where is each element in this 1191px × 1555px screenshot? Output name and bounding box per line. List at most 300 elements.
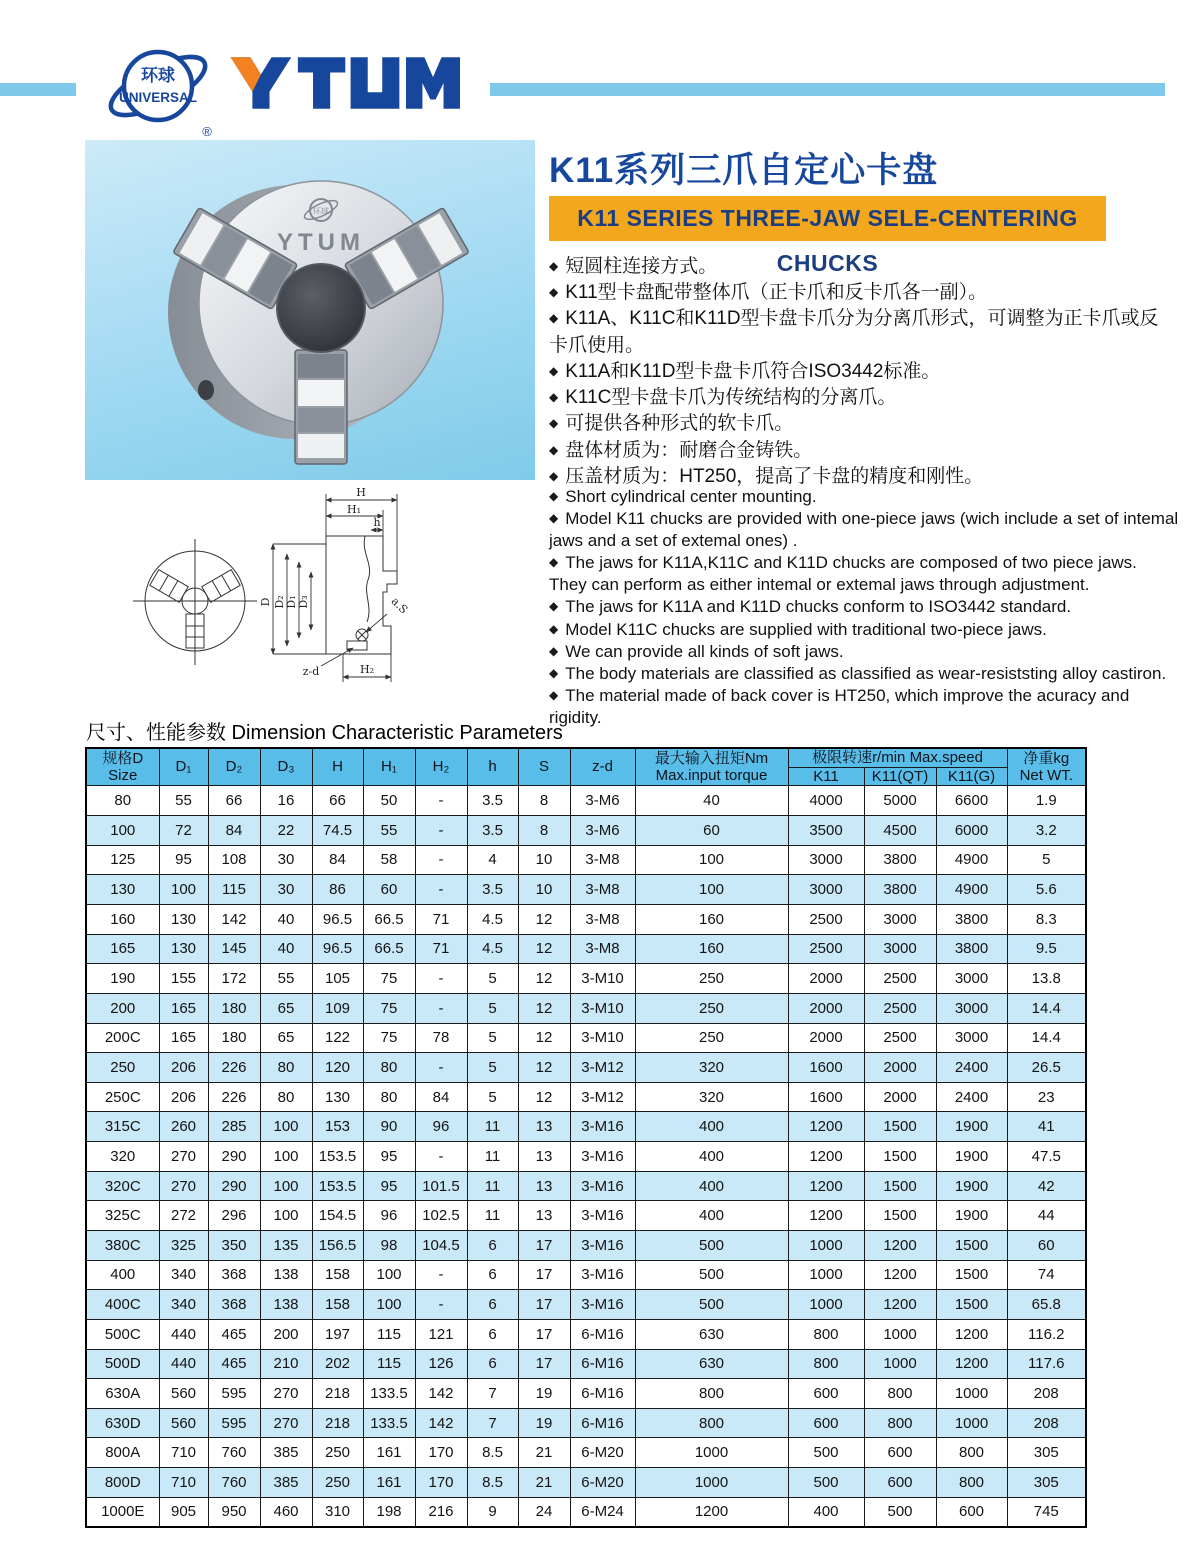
dim-label-D: D [259, 597, 272, 607]
table-cell: 23 [1007, 1082, 1086, 1112]
header-rule-right [490, 83, 1165, 96]
table-cell: 3-M16 [570, 1290, 635, 1320]
table-cell: 1000 [864, 1349, 936, 1379]
table-row [86, 1082, 1086, 1112]
table-row [86, 964, 1086, 994]
table-cell: 1900 [936, 1171, 1007, 1201]
table-cell: 12 [518, 993, 570, 1023]
table-cell: 400C [86, 1290, 159, 1320]
section-view [326, 536, 397, 654]
product-photo [85, 140, 535, 480]
table-cell: 96 [363, 1201, 415, 1231]
table-cell: 208 [1007, 1408, 1086, 1438]
table-cell: 270 [260, 1379, 312, 1409]
table-cell: 100 [159, 875, 208, 905]
table-cell: 1200 [936, 1349, 1007, 1379]
table-cell: 5 [1007, 845, 1086, 875]
table-cell: 116.2 [1007, 1319, 1086, 1349]
table-cell: 1200 [864, 1290, 936, 1320]
table-cell: 440 [159, 1349, 208, 1379]
table-row [86, 845, 1086, 875]
table-cell: 3800 [936, 934, 1007, 964]
table-cell: 6-M16 [570, 1379, 635, 1409]
table-cell: 3-M16 [570, 1112, 635, 1142]
diamond-bullet-icon: ◆ [549, 390, 559, 405]
table-cell: 158 [312, 1260, 363, 1290]
table-cell: 160 [635, 934, 788, 964]
table-cell: 4900 [936, 845, 1007, 875]
table-cell: 250 [86, 1053, 159, 1083]
table-cell: 285 [208, 1112, 260, 1142]
feature-item-en [549, 486, 1179, 508]
table-cell: 100 [260, 1171, 312, 1201]
table-cell: 12 [518, 1053, 570, 1083]
feature-item-cn [549, 438, 1171, 464]
table-cell: 3.5 [467, 875, 518, 905]
table-cell: 3.5 [467, 786, 518, 816]
table-cell: 153.5 [312, 1171, 363, 1201]
table-cell: 2500 [788, 934, 864, 964]
table-cell: 500 [788, 1468, 864, 1498]
table-row [86, 1319, 1086, 1349]
table-cell: - [415, 1142, 467, 1172]
table-cell: 1000 [788, 1290, 864, 1320]
table-cell: 3000 [936, 1023, 1007, 1053]
table-cell: 8.5 [467, 1468, 518, 1498]
table-cell: 84 [415, 1082, 467, 1112]
table-cell: 24 [518, 1497, 570, 1527]
registered-mark: ® [202, 124, 212, 139]
table-cell: 66 [208, 786, 260, 816]
diamond-bullet-icon: ◆ [549, 489, 559, 503]
table-cell: 80 [260, 1082, 312, 1112]
table-cell: 30 [260, 875, 312, 905]
diamond-bullet-icon: ◆ [549, 555, 559, 570]
table-cell: 305 [1007, 1438, 1086, 1468]
table-cell: 5 [467, 1082, 518, 1112]
table-cell: 26.5 [1007, 1053, 1086, 1083]
col-header-speed-1: K11(QT) [864, 767, 936, 786]
table-cell: 109 [312, 993, 363, 1023]
table-cell: 66 [312, 786, 363, 816]
table-cell: 40 [260, 934, 312, 964]
feature-text: The jaws for K11A and K11D chucks conform to ISO3442 standard. [565, 597, 1072, 617]
feature-text: We can provide all kinds of soft jaws. [565, 641, 844, 661]
table-cell: 5 [467, 964, 518, 994]
feature-item-en [549, 619, 1179, 641]
chuck-photo-art [85, 140, 535, 480]
table-cell: 133.5 [363, 1379, 415, 1409]
table-cell: 17 [518, 1319, 570, 1349]
table-cell: 3-M16 [570, 1142, 635, 1172]
table-cell: 125 [86, 845, 159, 875]
table-cell: 75 [363, 1023, 415, 1053]
table-cell: 1500 [864, 1201, 936, 1231]
table-cell: 2000 [788, 964, 864, 994]
table-cell: 100 [260, 1112, 312, 1142]
table-cell: 165 [159, 1023, 208, 1053]
table-cell: 2000 [788, 993, 864, 1023]
feature-text: Model K11 chucks are provided with one-piece jaws (wich include a set of intemal jaws and a set of extemal ones) . [549, 509, 1179, 551]
table-cell: 3-M16 [570, 1230, 635, 1260]
table-cell: 3800 [864, 875, 936, 905]
table-cell: 745 [1007, 1497, 1086, 1527]
table-cell: 170 [415, 1438, 467, 1468]
ytum-logotype [228, 52, 460, 114]
table-cell: 154.5 [312, 1201, 363, 1231]
table-cell: 78 [415, 1023, 467, 1053]
table-cell: 55 [363, 816, 415, 846]
table-cell: 44 [1007, 1201, 1086, 1231]
feature-text: K11A和K11D型卡盘卡爪符合ISO3442标准。 [565, 360, 941, 382]
table-cell: 60 [1007, 1230, 1086, 1260]
table-cell: 400 [635, 1171, 788, 1201]
table-cell: 500D [86, 1349, 159, 1379]
table-cell: 5 [467, 1023, 518, 1053]
table-cell: 350 [208, 1230, 260, 1260]
feature-item-en [549, 663, 1179, 685]
feature-text: K11C型卡盘卡爪为传统结构的分离爪。 [565, 387, 897, 409]
table-cell: 3800 [864, 845, 936, 875]
table-row [86, 1053, 1086, 1083]
table-cell: 1200 [788, 1201, 864, 1231]
table-cell: 17 [518, 1260, 570, 1290]
table-cell: 200 [260, 1319, 312, 1349]
table-cell: 208 [1007, 1379, 1086, 1409]
table-cell: 11 [467, 1142, 518, 1172]
table-cell: 121 [415, 1319, 467, 1349]
table-cell: 3800 [936, 904, 1007, 934]
table-cell: 14.4 [1007, 1023, 1086, 1053]
table-row [86, 1290, 1086, 1320]
ytum-letter-m [406, 57, 460, 108]
feature-item-cn [549, 254, 1171, 280]
table-cell: 55 [159, 786, 208, 816]
table-cell: 250C [86, 1082, 159, 1112]
table-cell: 400 [635, 1201, 788, 1231]
table-cell: 3-M8 [570, 845, 635, 875]
table-cell: 1200 [788, 1171, 864, 1201]
table-cell: 8 [518, 816, 570, 846]
table-cell: 310 [312, 1497, 363, 1527]
table-cell: 226 [208, 1082, 260, 1112]
table-cell: 800 [788, 1319, 864, 1349]
table-cell: 905 [159, 1497, 208, 1527]
table-cell: 460 [260, 1497, 312, 1527]
table-cell: 198 [363, 1497, 415, 1527]
table-cell: 950 [208, 1497, 260, 1527]
table-cell: 115 [208, 875, 260, 905]
table-cell: 80 [363, 1082, 415, 1112]
table-cell: 2000 [864, 1082, 936, 1112]
table-cell: 153 [312, 1112, 363, 1142]
table-cell: 3000 [936, 964, 1007, 994]
table-cell: 197 [312, 1319, 363, 1349]
table-cell: 2400 [936, 1082, 1007, 1112]
table-cell: - [415, 964, 467, 994]
table-cell: 10 [518, 845, 570, 875]
table-cell: 66.5 [363, 904, 415, 934]
table-cell: 385 [260, 1438, 312, 1468]
table-row [86, 875, 1086, 905]
table-cell: 3-M6 [570, 786, 635, 816]
table-cell: 500 [635, 1290, 788, 1320]
table-cell: - [415, 1260, 467, 1290]
table-row [86, 934, 1086, 964]
table-row [86, 1023, 1086, 1053]
table-row [86, 1438, 1086, 1468]
table-cell: 1200 [788, 1112, 864, 1142]
table-cell: - [415, 786, 467, 816]
table-cell: 3000 [864, 904, 936, 934]
table-cell: 65 [260, 1023, 312, 1053]
table-cell: 75 [363, 964, 415, 994]
table-cell: 325C [86, 1201, 159, 1231]
table-cell: 595 [208, 1379, 260, 1409]
table-cell: 142 [415, 1408, 467, 1438]
table-cell: 1500 [864, 1142, 936, 1172]
table-cell: 96.5 [312, 904, 363, 934]
table-cell: 7 [467, 1408, 518, 1438]
table-cell: 19 [518, 1379, 570, 1409]
table-cell: 180 [208, 993, 260, 1023]
table-row [86, 1497, 1086, 1527]
table-cell: 630 [635, 1349, 788, 1379]
table-cell: 3-M10 [570, 1023, 635, 1053]
table-cell: 10 [518, 875, 570, 905]
table-cell: 100 [363, 1260, 415, 1290]
chuck-bolt-hole [198, 380, 214, 400]
table-cell: 216 [415, 1497, 467, 1527]
table-cell: 161 [363, 1438, 415, 1468]
feature-item-en [549, 685, 1179, 729]
dim-label-aS: a.S [388, 594, 411, 617]
table-cell: 9 [467, 1497, 518, 1527]
table-cell: 60 [363, 875, 415, 905]
diamond-bullet-icon: ◆ [549, 621, 559, 636]
table-cell: 1500 [864, 1171, 936, 1201]
dimension-parameters-table [85, 747, 1087, 1528]
table-cell: 400 [635, 1112, 788, 1142]
table-cell: 95 [363, 1171, 415, 1201]
table-cell: 500 [788, 1438, 864, 1468]
table-cell: 84 [208, 816, 260, 846]
feature-text: Short cylindrical center mounting. [565, 487, 817, 506]
table-row [86, 993, 1086, 1023]
table-cell: 800 [936, 1438, 1007, 1468]
col-header-size: 规格D Size [86, 748, 159, 786]
diamond-bullet-icon: ◆ [549, 363, 559, 378]
table-cell: 270 [159, 1142, 208, 1172]
table-cell: 75 [363, 993, 415, 1023]
diamond-bullet-icon: ◆ [549, 259, 559, 273]
col-header-dim-7: S [518, 748, 570, 786]
table-row [86, 1112, 1086, 1142]
ytum-letter-u [351, 57, 400, 108]
table-cell: 100 [635, 845, 788, 875]
table-cell: 272 [159, 1201, 208, 1231]
table-cell: 6 [467, 1290, 518, 1320]
table-cell: 14.4 [1007, 993, 1086, 1023]
table-row [86, 816, 1086, 846]
table-cell: 465 [208, 1349, 260, 1379]
dim-label-D2: D₂ [273, 595, 286, 609]
table-cell: 6-M20 [570, 1438, 635, 1468]
table-cell: 3.2 [1007, 816, 1086, 846]
table-cell: 13 [518, 1112, 570, 1142]
table-cell: 4.5 [467, 904, 518, 934]
diamond-bullet-icon: ◆ [549, 285, 559, 300]
table-cell: 3-M12 [570, 1082, 635, 1112]
table-cell: 142 [208, 904, 260, 934]
table-cell: 270 [260, 1408, 312, 1438]
diamond-bullet-icon: ◆ [549, 511, 559, 526]
table-cell: 320 [86, 1142, 159, 1172]
table-cell: 11 [467, 1201, 518, 1231]
table-cell: 3-M10 [570, 993, 635, 1023]
globe-en-text: UNIVERSAL [118, 90, 198, 105]
col-header-speed-2: K11(G) [936, 767, 1007, 786]
feature-item-en [549, 641, 1179, 663]
front-view [133, 539, 257, 665]
feature-text: K11A、K11C和K11D型卡盘卡爪分为分离爪形式，可调整为正卡爪或反卡爪使用。 [549, 308, 1159, 356]
table-cell: 4.5 [467, 934, 518, 964]
table-cell: 95 [159, 845, 208, 875]
table-cell: 560 [159, 1379, 208, 1409]
table-cell: 71 [415, 904, 467, 934]
table-cell: 120 [312, 1053, 363, 1083]
header-rule-left [0, 83, 76, 96]
table-cell: 190 [86, 964, 159, 994]
col-header-dim-8: z-d [570, 748, 635, 786]
table-row [86, 1260, 1086, 1290]
table-cell: 180 [208, 1023, 260, 1053]
table-cell: 290 [208, 1171, 260, 1201]
table-cell: 368 [208, 1290, 260, 1320]
table-cell: 5000 [864, 786, 936, 816]
feature-item-en [549, 552, 1179, 596]
feature-item-cn [549, 280, 1171, 306]
table-cell: 4 [467, 845, 518, 875]
table-cell: 5 [467, 993, 518, 1023]
feature-text: 可提供各种形式的软卡爪。 [565, 413, 794, 435]
table-cell: 50 [363, 786, 415, 816]
table-cell: 3-M8 [570, 875, 635, 905]
table-cell: 40 [260, 904, 312, 934]
table-cell: 1600 [788, 1082, 864, 1112]
table-row [86, 1142, 1086, 1172]
table-cell: 12 [518, 934, 570, 964]
table-cell: 500 [864, 1497, 936, 1527]
table-cell: 100 [86, 816, 159, 846]
table-cell: 13 [518, 1201, 570, 1231]
table-cell: 8.5 [467, 1438, 518, 1468]
table-cell: 158 [312, 1290, 363, 1320]
table-cell: 104.5 [415, 1230, 467, 1260]
globe-cn-text: 环球 [141, 66, 175, 85]
table-cell: 2000 [788, 1023, 864, 1053]
table-cell: 1000 [788, 1260, 864, 1290]
table-cell: 6 [467, 1260, 518, 1290]
diamond-bullet-icon: ◆ [549, 468, 559, 483]
table-cell: 200 [86, 993, 159, 1023]
table-cell: 1000 [864, 1319, 936, 1349]
table-cell: 250 [635, 993, 788, 1023]
table-cell: 58 [363, 845, 415, 875]
table-cell: 96 [415, 1112, 467, 1142]
table-cell: - [415, 993, 467, 1023]
table-cell: - [415, 1290, 467, 1320]
table-cell: 4000 [788, 786, 864, 816]
table-cell: 260 [159, 1112, 208, 1142]
table-cell: 11 [467, 1112, 518, 1142]
table-cell: 130 [312, 1082, 363, 1112]
diamond-bullet-icon: ◆ [549, 687, 559, 702]
table-cell: 218 [312, 1379, 363, 1409]
table-cell: 1.9 [1007, 786, 1086, 816]
table-cell: 2500 [864, 993, 936, 1023]
table-cell: 86 [312, 875, 363, 905]
feature-text: K11型卡盘配带整体爪（正卡爪和反卡爪各一副）。 [565, 282, 988, 304]
table-cell: 6600 [936, 786, 1007, 816]
col-header-torque: 最大输入扭矩Nm Max.input torque [635, 748, 788, 786]
table-cell: 440 [159, 1319, 208, 1349]
table-row [86, 1408, 1086, 1438]
table-cell: 74 [1007, 1260, 1086, 1290]
table-cell: 800 [936, 1468, 1007, 1498]
col-header-dim-5: H₂ [415, 748, 467, 786]
universal-globe-logo [104, 36, 222, 140]
table-cell: 9.5 [1007, 934, 1086, 964]
ytum-letter-t [298, 57, 345, 108]
table-cell: 3000 [864, 934, 936, 964]
table-cell: 400 [788, 1497, 864, 1527]
dim-label-H1: H₁ [346, 503, 362, 516]
table-cell: 1000E [86, 1497, 159, 1527]
table-cell: 80 [86, 786, 159, 816]
table-cell: 3-M6 [570, 816, 635, 846]
table-cell: 66.5 [363, 934, 415, 964]
table-cell: 6 [467, 1230, 518, 1260]
table-cell: 100 [260, 1142, 312, 1172]
table-cell: 250 [635, 1023, 788, 1053]
chuck-brand-text: YTUM [277, 229, 365, 256]
table-cell: 1000 [936, 1408, 1007, 1438]
table-cell: 7 [467, 1379, 518, 1409]
table-cell: 100 [260, 1201, 312, 1231]
table-row [86, 1171, 1086, 1201]
table-cell: 400 [635, 1142, 788, 1172]
table-cell: 6 [467, 1319, 518, 1349]
table-cell: 105 [312, 964, 363, 994]
table-cell: 115 [363, 1349, 415, 1379]
table-cell: 210 [260, 1349, 312, 1379]
table-cell: 1200 [936, 1319, 1007, 1349]
table-cell: 3.5 [467, 816, 518, 846]
table-cell: 160 [635, 904, 788, 934]
table-cell: 800 [788, 1349, 864, 1379]
table-cell: 630 [635, 1319, 788, 1349]
table-cell: 3-M12 [570, 1053, 635, 1083]
table-cell: - [415, 816, 467, 846]
feature-item-cn [549, 359, 1171, 385]
table-cell: 6 [467, 1349, 518, 1379]
table-cell: 3000 [936, 993, 1007, 1023]
table-cell: 80 [260, 1053, 312, 1083]
globe-circle [124, 52, 192, 120]
series-banner: K11 SERIES THREE-JAW SELE-CENTERING CHUCKS [549, 196, 1106, 241]
table-cell: 11 [467, 1171, 518, 1201]
